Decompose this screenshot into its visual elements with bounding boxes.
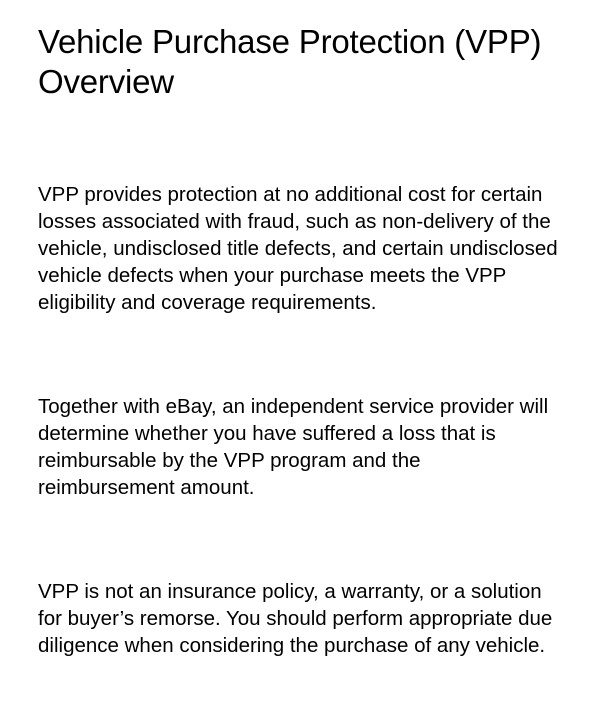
paragraph-vpp-protection: VPP provides protection at no additional cost for certain losses associated with fraud, such as non-delivery of the vehicle, undisclosed title defects, and certain undisclosed vehicle defects when your purchase meets the VPP eligibility and coverage requirements. [38,183,558,314]
paragraph-service-provider: Together with eBay, an independent service provider will determine whether you have suffered a loss that is reimbursable by the VPP program and the reimbursement amount. [38,395,549,499]
paragraph-not-insurance: VPP is not an insurance policy, a warranty, or a solution for buyer’s remorse. You should perform appropriate due diligence when considering the purchase of any vehicle. [38,580,553,657]
page-title: Vehicle Purchase Protection (VPP) Overview [38,23,542,100]
